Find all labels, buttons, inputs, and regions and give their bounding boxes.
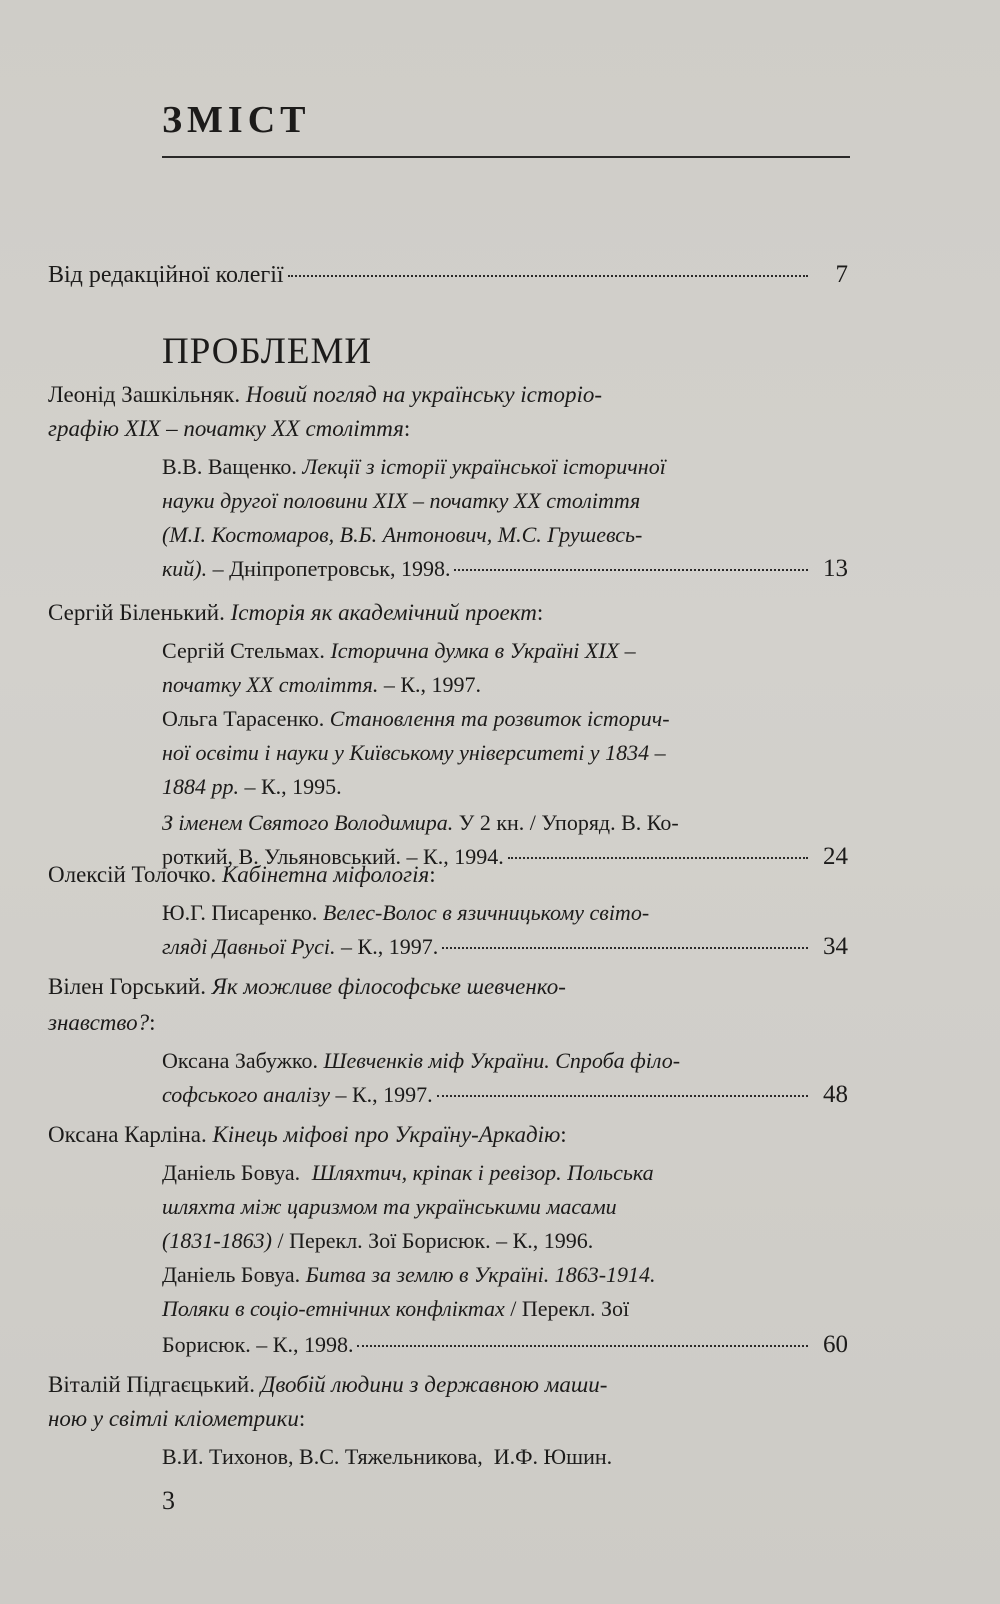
book-imprint: – К., 1997. bbox=[378, 672, 482, 697]
dot-leader bbox=[454, 569, 808, 571]
entry-heading-line: знавство?: bbox=[48, 1010, 156, 1035]
entry-title: Новий погляд на українську історіо- bbox=[245, 382, 603, 407]
page-number: 48 bbox=[823, 1081, 848, 1108]
book-title: З іменем Святого Володимира. bbox=[162, 810, 454, 835]
book-author: Даніель Бовуа. bbox=[162, 1262, 301, 1287]
entry-title: Як можливе філософське шевченко- bbox=[211, 974, 566, 999]
page-number: 13 bbox=[823, 555, 848, 582]
reviewed-book-line bbox=[162, 896, 649, 930]
page-number: 60 bbox=[823, 1331, 848, 1358]
reviewed-book-line bbox=[162, 702, 670, 736]
entry-author: Олексій Толочко. bbox=[48, 862, 217, 887]
dot-leader bbox=[508, 857, 808, 859]
book-imprint: – К., 1997. bbox=[329, 1082, 433, 1107]
section-title: ПРОБЛЕМИ bbox=[162, 331, 373, 372]
entry-heading-line: Олексій Толочко. Кабінетна міфологія: bbox=[48, 862, 436, 887]
book-author: Ю.Г. Писаренко. bbox=[162, 900, 318, 925]
book-imprint: роткий, В. Ульяновський. – К., 1994. bbox=[162, 844, 504, 869]
book-title: Шляхтич, кріпак і ревізор. Польська bbox=[311, 1160, 654, 1185]
book-imprint: У 2 кн. / Упоряд. В. Ко- bbox=[453, 810, 679, 835]
toc-entry-editorial[interactable] bbox=[48, 258, 848, 292]
reviewed-book-line bbox=[162, 1292, 629, 1326]
reviewed-book-line bbox=[162, 1258, 656, 1292]
reviewed-book-line bbox=[162, 806, 679, 840]
book-last-line bbox=[162, 1328, 848, 1362]
entry-heading-line: графію XIX – початку XX століття: bbox=[48, 416, 411, 441]
dot-leader bbox=[357, 1345, 808, 1347]
book-last-line bbox=[162, 1078, 848, 1112]
book-title: Лекції з історії української історичної bbox=[302, 454, 666, 479]
page-number: 7 bbox=[835, 261, 848, 288]
reviewed-book-line bbox=[162, 668, 481, 702]
book-title: ної освіти і науки у Київському університеті у 1834 – bbox=[162, 740, 666, 765]
heading-rule bbox=[162, 156, 850, 158]
entry-title: Двобій людини з державною маши- bbox=[260, 1372, 608, 1397]
book-title: софського аналізу bbox=[162, 1082, 330, 1107]
entry-author: Сергій Біленький. bbox=[48, 600, 225, 625]
entry-title: Кабінетна міфологія bbox=[222, 862, 430, 887]
book-author: В.И. Тихонов, В.С. Тяжельникова, И.Ф. Юшин. bbox=[162, 1444, 613, 1469]
page-number: 24 bbox=[823, 843, 848, 870]
book-title: Поляки в соціо-етнічних конфліктах bbox=[162, 1296, 505, 1321]
entry-heading-line bbox=[48, 1368, 607, 1402]
dot-leader bbox=[288, 275, 808, 277]
reviewed-book-line bbox=[162, 1044, 680, 1078]
book-author: В.В. Ващенко. bbox=[162, 454, 297, 479]
book-author: Даніель Бовуа. bbox=[162, 1160, 301, 1185]
book-title: Шевченків міф України. Спроба філо- bbox=[323, 1048, 681, 1073]
page-number: 34 bbox=[823, 933, 848, 960]
entry-heading-line: ною у світлі кліометрики: bbox=[48, 1406, 306, 1431]
book-imprint: / Перекл. Зої bbox=[504, 1296, 630, 1321]
reviewed-book-line bbox=[162, 1224, 593, 1258]
book-title: початку XX століття. bbox=[162, 672, 379, 697]
reviewed-book-line bbox=[162, 634, 636, 668]
book-last-line bbox=[162, 930, 848, 964]
book-imprint: – Дніпропетровськ, 1998. bbox=[207, 556, 451, 581]
book-title: Велес-Волос в язичницькому світо- bbox=[322, 900, 650, 925]
entry-title: Історія як академічний проект bbox=[230, 600, 537, 625]
book-imprint: / Перекл. Зої Борисюк. – К., 1996. bbox=[271, 1228, 594, 1253]
book-title: (1831-1863) bbox=[162, 1228, 272, 1253]
entry-heading-line: Оксана Карліна. Кінець міфові про Україну-Аркадію: bbox=[48, 1122, 567, 1147]
book-last-line bbox=[162, 552, 848, 586]
book-title: (М.І. Костомаров, В.Б. Антонович, М.С. Грушевсь- bbox=[162, 522, 643, 547]
reviewed-book-line bbox=[162, 1156, 654, 1190]
entry-heading-line bbox=[48, 378, 602, 412]
dot-leader bbox=[437, 1095, 808, 1097]
toc-heading: ЗМІСТ bbox=[162, 99, 311, 141]
entry-author: Вілен Горський. bbox=[48, 974, 206, 999]
entry-title: графію XIX – початку XX століття bbox=[48, 416, 404, 441]
reviewed-book-line bbox=[162, 770, 342, 804]
book-title: кий). bbox=[162, 556, 208, 581]
entry-text: Від редакційної колегії bbox=[48, 262, 284, 288]
book-title: Становлення та розвиток історич- bbox=[329, 706, 670, 731]
book-imprint: – К., 1997. bbox=[335, 934, 439, 959]
entry-heading-line bbox=[48, 970, 566, 1004]
book-imprint: Борисюк. – К., 1998. bbox=[162, 1332, 354, 1357]
book-imprint: – К., 1995. bbox=[239, 774, 342, 799]
dot-leader bbox=[442, 947, 808, 949]
book-title: 1884 рр. bbox=[162, 774, 239, 799]
entry-title: знавство? bbox=[48, 1010, 150, 1035]
entry-title: Кінець міфові про Україну-Аркадію bbox=[212, 1122, 561, 1147]
book-title: шляхта між царизмом та українськими масами bbox=[162, 1194, 617, 1219]
reviewed-book-line bbox=[162, 450, 666, 484]
book-author: Сергій Стельмах. bbox=[162, 638, 325, 663]
entry-title: ною у світлі кліометрики bbox=[48, 1406, 299, 1431]
book-title: Історична думка в Україні XIX – bbox=[330, 638, 636, 663]
book-author: Оксана Забужко. bbox=[162, 1048, 318, 1073]
folio-page-number: 3 bbox=[162, 1486, 175, 1515]
entry-author: Леонід Зашкільняк. bbox=[48, 382, 241, 407]
entry-author: Віталій Підгаєцький. bbox=[48, 1372, 255, 1397]
book-author: Ольга Тарасенко. bbox=[162, 706, 325, 731]
entry-heading-line: Сергій Біленький. Історія як академічний проект: bbox=[48, 600, 544, 625]
entry-author: Оксана Карліна. bbox=[48, 1122, 207, 1147]
book-title: Битва за землю в Україні. 1863-1914. bbox=[305, 1262, 656, 1287]
book-title: науки другої половини XIX – початку XX століття bbox=[162, 488, 641, 513]
book-title: гляді Давньої Русі. bbox=[162, 934, 336, 959]
